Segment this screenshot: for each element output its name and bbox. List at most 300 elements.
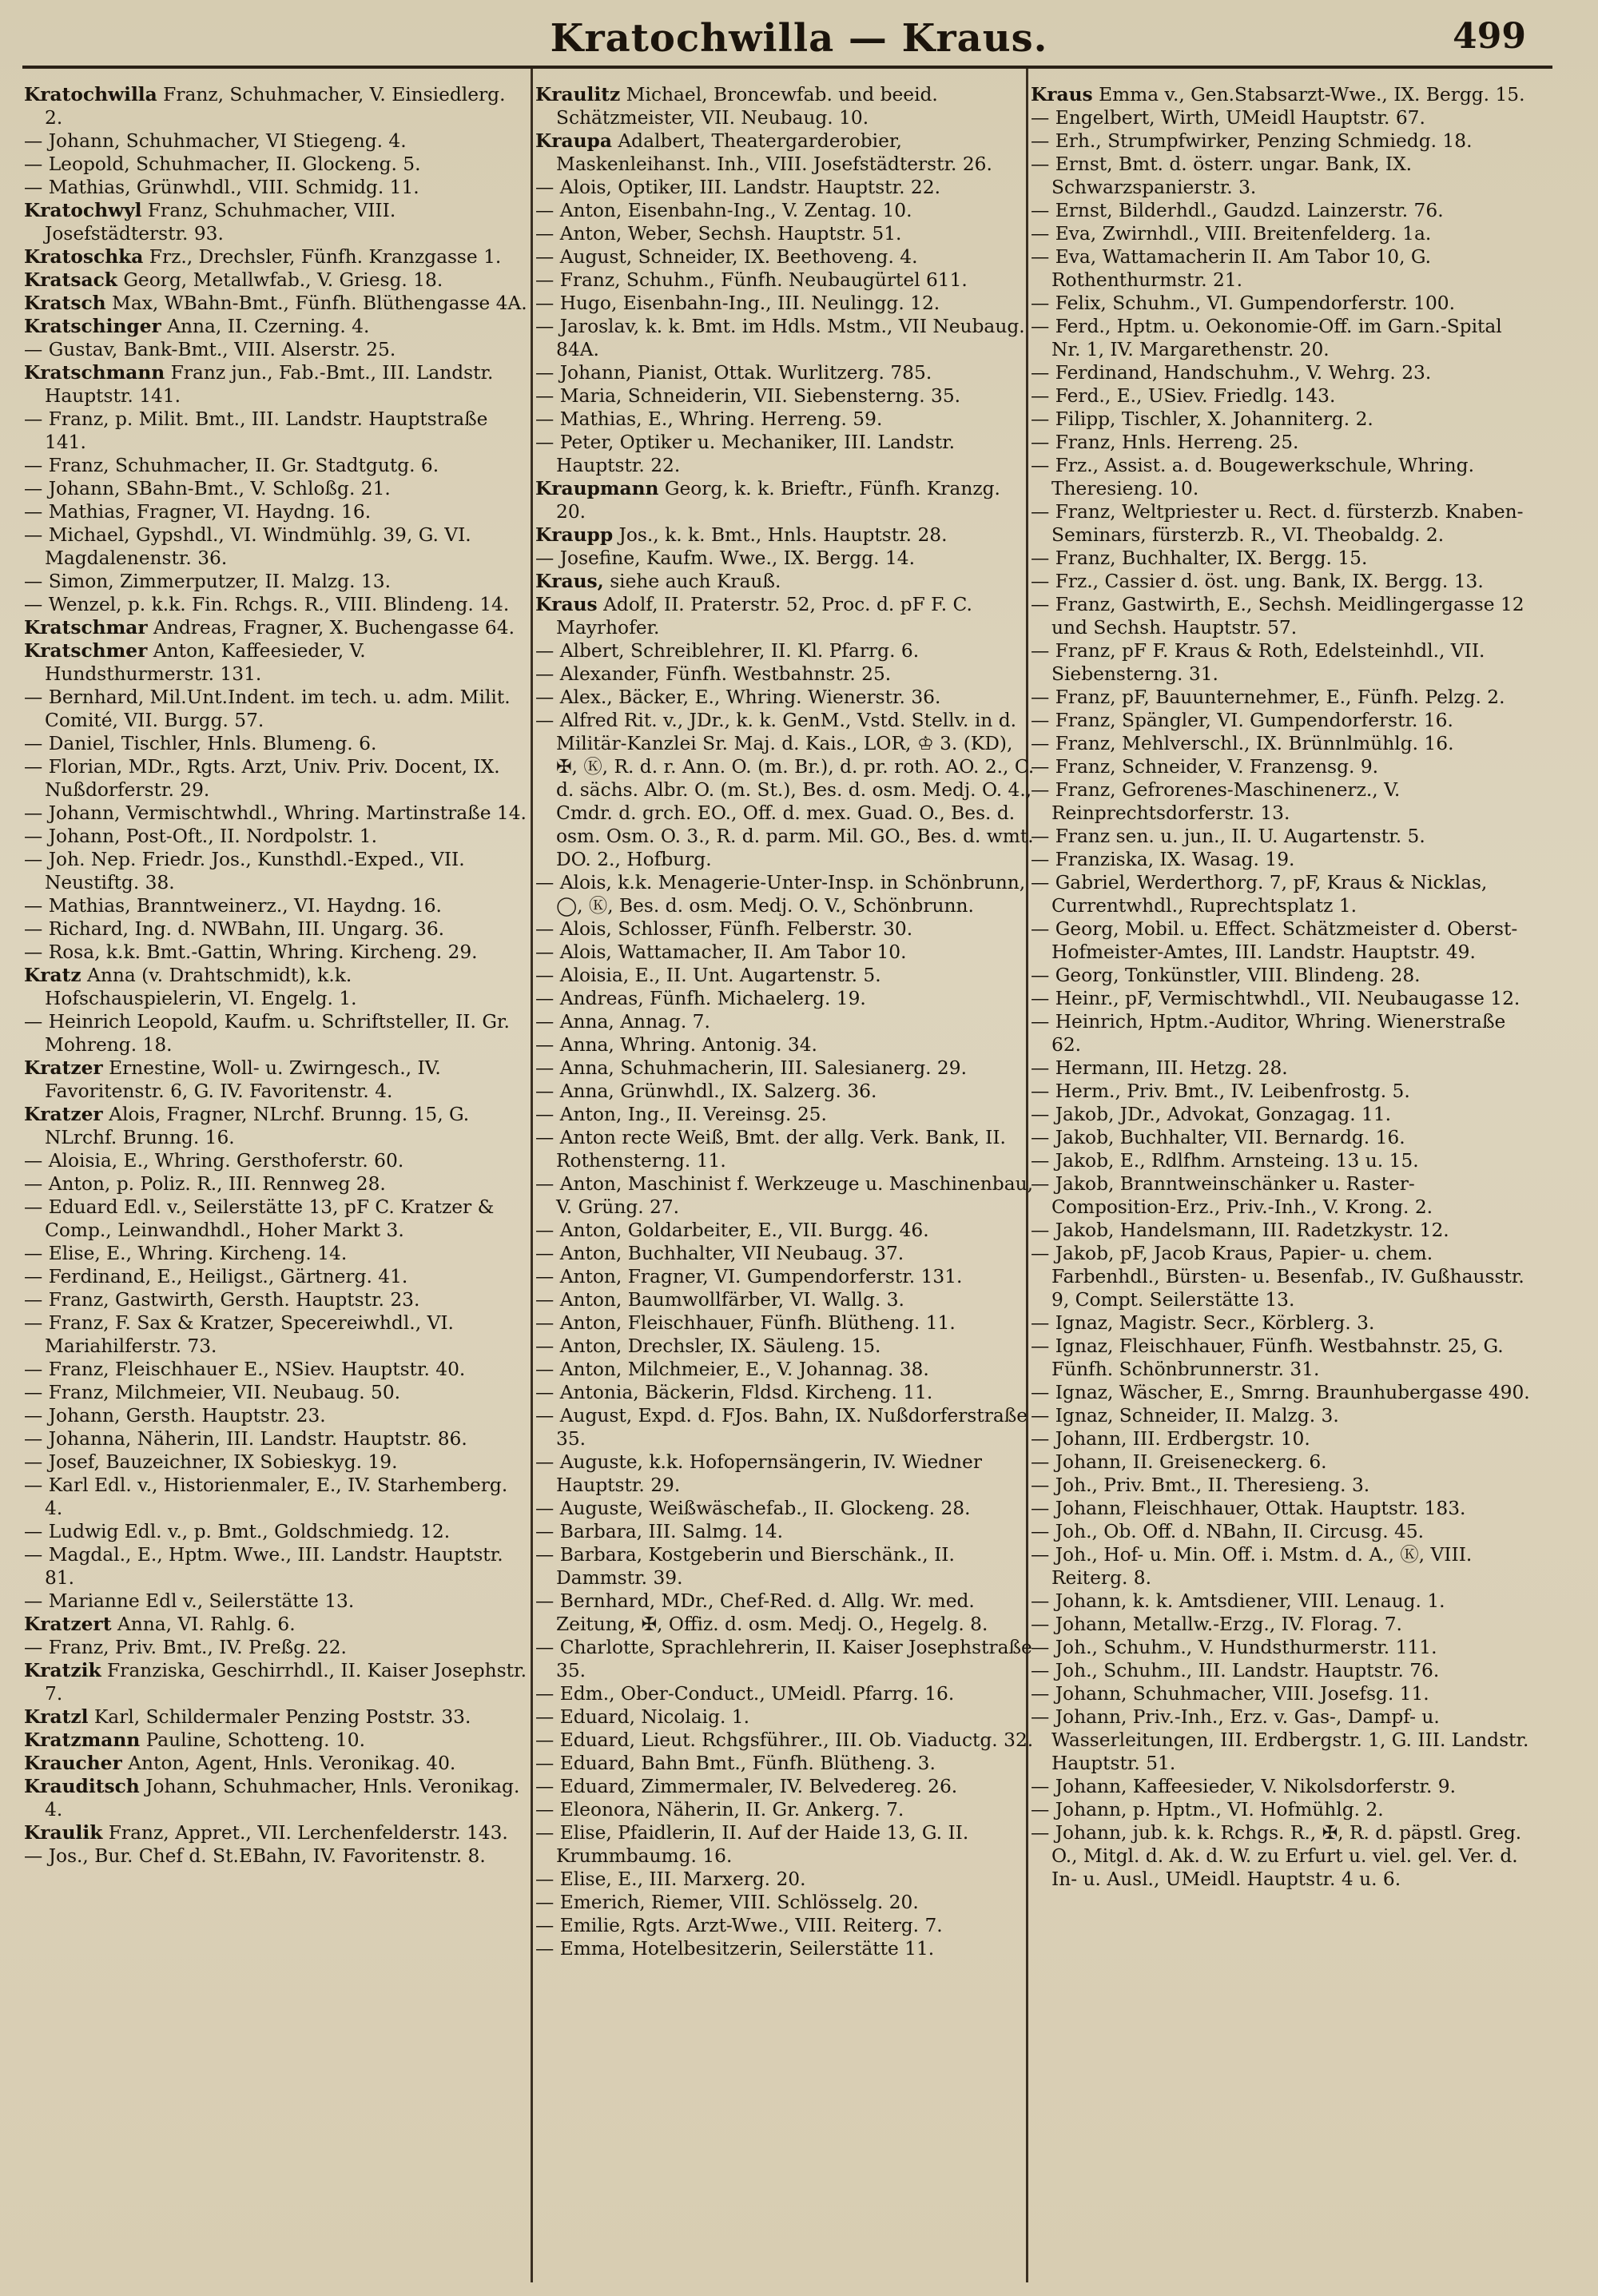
entry-text: — Johann, k. k. Amtsdiener, VIII. Lenaug. 1. — [1031, 1590, 1445, 1612]
directory-entry — [24, 593, 527, 616]
directory-entry — [24, 802, 527, 825]
entry-text: — Mathias, Branntweinerz., VI. Haydng. 16. — [24, 895, 442, 917]
entry-text: — Anton, Fleischhauer, Fünfh. Blütheng. 11. — [535, 1312, 956, 1334]
directory-entry — [24, 153, 527, 176]
entry-text: Franz, Schuhmacher, VIII. Josefstädterstr. 93. — [45, 200, 396, 245]
entry-text: — Johann, III. Erdbergstr. 10. — [1031, 1428, 1310, 1450]
entry-text: — Franz, Priv. Bmt., IV. Preßg. 22. — [24, 1637, 347, 1658]
entry-text: — Frz., Assist. a. d. Bougewerkschule, Whring. Theresieng. 10. — [1031, 455, 1474, 499]
directory-entry — [1031, 153, 1534, 199]
directory-entry — [535, 129, 1035, 176]
entry-surname: Kratzik — [24, 1660, 101, 1681]
entry-surname: Kratsack — [24, 269, 117, 291]
entry-text: — Alex., Bäcker, E., Whring. Wienerstr. 36. — [535, 686, 941, 708]
directory-entry — [24, 964, 527, 1010]
entry-text: — Alois, Wattamacher, II. Am Tabor 10. — [535, 941, 907, 963]
directory-entry — [535, 408, 1035, 431]
entry-text: — Jakob, pF, Jacob Kraus, Papier- u. chem. Farbenhdl., Bürsten- u. Besenfab., IV. Gußhausstr. 9, Compt. Seilerstätte 13. — [1031, 1243, 1524, 1311]
entry-text: Franz, Appret., VII. Lerchenfelderstr. 143. — [102, 1822, 508, 1844]
entry-text: — Emerich, Riemer, VIII. Schlösselg. 20. — [535, 1892, 919, 1913]
directory-entry — [1031, 1219, 1534, 1242]
entry-surname: Kraus — [1031, 84, 1093, 105]
entry-text: — Johanna, Näherin, III. Landstr. Hauptstr. 86. — [24, 1428, 467, 1450]
directory-entry — [535, 1914, 1035, 1937]
directory-entry — [535, 1891, 1035, 1914]
entry-text: — August, Expd. d. FJos. Bahn, IX. Nußdorferstraße 35. — [535, 1405, 1028, 1450]
directory-entry — [24, 1311, 527, 1358]
entry-text: — Franz, Milchmeier, VII. Neubaug. 50. — [24, 1382, 401, 1403]
entry-surname: Kraupa — [535, 130, 612, 152]
directory-entry — [1031, 222, 1534, 245]
directory-entry — [535, 1705, 1035, 1729]
directory-entry — [535, 477, 1035, 523]
entry-text: — Ferd., Hptm. u. Oekonomie-Off. im Garn.-Spital Nr. 1, IV. Margarethenstr. 20. — [1031, 316, 1502, 360]
entry-text: — Ferdinand, Handschuhm., V. Wehrg. 23. — [1031, 362, 1432, 384]
entry-text: — Frz., Cassier d. öst. ung. Bank, IX. Bergg. 13. — [1031, 571, 1484, 592]
directory-entry — [24, 570, 527, 593]
entry-text: — Rosa, k.k. Bmt.-Gattin, Whring. Kircheng. 29. — [24, 941, 478, 963]
directory-entry — [1031, 454, 1534, 500]
directory-entry — [24, 1427, 527, 1450]
entry-text: Georg, Metallwfab., V. Griesg. 18. — [117, 269, 443, 291]
entry-text: — Eduard Edl. v., Seilerstätte 13, pF C. Kratzer & Comp., Leinwandhdl., Hoher Markt 3. — [24, 1196, 495, 1241]
entry-text: Karl, Schildermaler Penzing Poststr. 33. — [88, 1706, 471, 1728]
directory-entry — [1031, 1636, 1534, 1659]
entry-text: — Johann, p. Hptm., VI. Hofmühlg. 2. — [1031, 1799, 1384, 1820]
entry-surname: Kratschmar — [24, 617, 148, 639]
entry-text: Michael, Broncewfab. und beeid. Schätzmeister, VII. Neubaug. 10. — [556, 84, 938, 129]
entry-text: — Franz, pF F. Kraus & Roth, Edelsteinhdl., VII. Siebensterng. 31. — [1031, 640, 1485, 685]
entry-text: — Elise, E., Whring. Kircheng. 14. — [24, 1243, 348, 1264]
entry-text: Franziska, Geschirrhdl., II. Kaiser Josephstr. 7. — [45, 1660, 527, 1705]
entry-surname: Kratschinger — [24, 316, 161, 337]
directory-entry — [24, 1381, 527, 1404]
directory-entry — [535, 1335, 1035, 1358]
directory-entry — [1031, 732, 1534, 755]
directory-entry — [535, 593, 1035, 639]
directory-entry — [24, 523, 527, 570]
directory-entry — [24, 245, 527, 269]
directory-entry — [1031, 1149, 1534, 1172]
entry-text: Frz., Drechsler, Fünfh. Kranzgasse 1. — [143, 246, 502, 268]
directory-entry — [535, 1520, 1035, 1543]
directory-entry — [24, 1474, 527, 1520]
directory-entry — [1031, 408, 1534, 431]
directory-entry — [1031, 570, 1534, 593]
entry-surname: Kratschmer — [24, 640, 148, 662]
entry-text: — Daniel, Tischler, Hnls. Blumeng. 6. — [24, 733, 377, 754]
entry-text: Franz jun., Fab.-Bmt., III. Landstr. Hauptstr. 141. — [45, 362, 494, 407]
directory-entry — [1031, 1659, 1534, 1682]
entry-text: — Joh., Ob. Off. d. NBahn, II. Circusg. 45. — [1031, 1521, 1425, 1542]
entry-surname: Kraus — [535, 594, 598, 615]
directory-entry — [24, 129, 527, 153]
entry-text: — Franz, Buchhalter, IX. Bergg. 15. — [1031, 547, 1368, 569]
directory-entry — [24, 894, 527, 917]
entry-text: — Alois, Schlosser, Fünfh. Felberstr. 30. — [535, 918, 913, 940]
entry-text: — Franz, Hnls. Herreng. 25. — [1031, 432, 1299, 453]
directory-entry — [24, 1705, 527, 1729]
entry-text: — Ferd., E., USiev. Friedlg. 143. — [1031, 385, 1336, 407]
directory-entry — [24, 941, 527, 964]
entry-text: — Ignaz, Schneider, II. Malzg. 3. — [1031, 1405, 1339, 1427]
entry-text: Jos., k. k. Bmt., Hnls. Hauptstr. 28. — [613, 524, 948, 546]
directory-entry — [1031, 1172, 1534, 1219]
entry-surname: Krauditsch — [24, 1776, 140, 1797]
directory-entry — [24, 408, 527, 454]
directory-entry — [1031, 1311, 1534, 1335]
directory-entry — [535, 83, 1035, 129]
directory-entry — [535, 1126, 1035, 1172]
entry-surname: Kratsch — [24, 292, 106, 314]
entry-surname: Kratochwyl — [24, 200, 142, 221]
entry-text: — Franz, Schneider, V. Franzensg. 9. — [1031, 756, 1379, 778]
directory-entry — [24, 1729, 527, 1752]
directory-entry — [1031, 1497, 1534, 1520]
directory-entry — [1031, 1450, 1534, 1474]
entry-text: — Johann, Priv.-Inh., Erz. v. Gas-, Dampf- u. Wasserleitungen, III. Erdbergstr. 1, G. III. Landstr. Hauptstr. 51. — [1031, 1706, 1529, 1774]
directory-entry — [24, 338, 527, 361]
entry-text: — Anna, Annag. 7. — [535, 1011, 710, 1033]
entry-text: — Jakob, JDr., Advokat, Gonzagag. 11. — [1031, 1104, 1392, 1125]
directory-entry — [24, 1242, 527, 1265]
entry-text: — Alois, Optiker, III. Landstr. Hauptstr. 22. — [535, 177, 940, 198]
directory-entry — [1031, 1775, 1534, 1798]
entry-text: — Joh., Schuhm., III. Landstr. Hauptstr. 76. — [1031, 1660, 1440, 1681]
entry-text: Adalbert, Theatergarderobier, Maskenleihanst. Inh., VIII. Josefstädterstr. 26. — [556, 130, 992, 175]
directory-entry — [24, 1149, 527, 1172]
directory-entry — [1031, 500, 1534, 547]
entry-text: — Ignaz, Fleischhauer, Fünfh. Westbahnstr. 25, G. Fünfh. Schönbrunnerstr. 31. — [1031, 1335, 1504, 1380]
directory-entry — [1031, 639, 1534, 686]
entry-text: — Alexander, Fünfh. Westbahnstr. 25. — [535, 663, 892, 685]
entry-text: — Eva, Wattamacherin II. Am Tabor 10, G. Rothenthurmstr. 21. — [1031, 246, 1432, 291]
entry-text: Georg, k. k. Brieftr., Fünfh. Kranzg. 20. — [556, 478, 1000, 523]
directory-entry — [535, 686, 1035, 709]
directory-entry — [535, 1937, 1035, 1960]
directory-entry — [24, 1404, 527, 1427]
entry-text: — Jaroslav, k. k. Bmt. im Hdls. Mstm., VII Neubaug. 84A. — [535, 316, 1025, 360]
directory-entry — [24, 361, 527, 408]
entry-text: — Mathias, Fragner, VI. Haydng. 16. — [24, 501, 372, 523]
entry-text: — Heinrich Leopold, Kaufm. u. Schriftsteller, II. Gr. Mohreng. 18. — [24, 1011, 510, 1056]
directory-entry — [535, 987, 1035, 1010]
directory-entry — [24, 83, 527, 129]
entry-text: — Eduard, Zimmermaler, IV. Belvedereg. 26. — [535, 1776, 958, 1797]
entry-surname: Kratzer — [24, 1104, 103, 1125]
directory-entry — [535, 1381, 1035, 1404]
directory-entry — [24, 1613, 527, 1636]
entry-text: — Charlotte, Sprachlehrerin, II. Kaiser Josephstraße 35. — [535, 1637, 1032, 1681]
entry-text: — Johann, Metallw.-Erzg., IV. Florag. 7. — [1031, 1614, 1402, 1635]
directory-entry — [24, 1821, 527, 1844]
entry-text: — Alois, k.k. Menagerie-Unter-Insp. in Schönbrunn, ◯, Ⓚ, Bes. d. osm. Medj. O. V., Schönbrunn. — [535, 872, 1026, 917]
entry-text: — Bernhard, MDr., Chef-Red. d. Allg. Wr. med. Zeitung, ✠, Offiz. d. osm. Medj. O., Hegelg. 8. — [535, 1590, 988, 1635]
entry-text: — Johann, SBahn-Bmt., V. Schloßg. 21. — [24, 478, 391, 499]
entry-text: — Ernst, Bmt. d. österr. ungar. Bank, IX. Schwarzspanierstr. 3. — [1031, 153, 1413, 198]
directory-entry — [24, 1265, 527, 1288]
directory-entry — [24, 732, 527, 755]
entry-text: — Ferdinand, E., Heiligst., Gärtnerg. 41. — [24, 1266, 408, 1287]
entry-surname: Kraupp — [535, 524, 614, 546]
directory-entry — [24, 1636, 527, 1659]
entry-text: — Alfred Rit. v., JDr., k. k. GenM., Vstd. Stellv. in d. Militär-Kanzlei Sr. Maj. d. Kais., LOR, ♔ 3. (KD), ✠, Ⓚ, R. d. r. Ann. O. (m. Br.), d. pr. roth. AO. 2., C. d. sächs. Albr. O. (m. St.), Bes. d. osm. Medj. O. 4., Cmdr. d. grch. EO., Off. d. mex. Guad. O., Bes. d. osm. Osm. O. 3., R. d. parm. Mil. GO., Bes. d. wmt. DO. 2., Hofburg. — [535, 710, 1035, 870]
directory-entry — [24, 315, 527, 338]
entry-text: — Franz, Gastwirth, E., Sechsh. Meidlingergasse 12 und Sechsh. Hauptstr. 57. — [1031, 594, 1524, 639]
directory-entry — [535, 1821, 1035, 1868]
entry-text: Pauline, Schotteng. 10. — [140, 1729, 365, 1751]
directory-entry — [535, 1798, 1035, 1821]
directory-entry — [535, 663, 1035, 686]
entry-surname: Kratzmann — [24, 1729, 141, 1751]
entry-text: — Johann, Gersth. Hauptstr. 23. — [24, 1405, 326, 1427]
directory-entry — [1031, 245, 1534, 292]
entry-text: — Georg, Mobil. u. Effect. Schätzmeister d. Oberst-Hofmeister-Amtes, III. Landstr. Hauptstr. 49. — [1031, 918, 1518, 963]
directory-entry — [1031, 1010, 1534, 1056]
directory-entry — [24, 269, 527, 292]
entry-text: — Joh., Hof- u. Min. Off. i. Mstm. d. A., Ⓚ, VIII. Reiterg. 8. — [1031, 1544, 1473, 1589]
entry-text: — Anton, Drechsler, IX. Säuleng. 15. — [535, 1335, 881, 1357]
entry-text: — Albert, Schreiblehrer, II. Kl. Pfarrg. 6. — [535, 640, 920, 662]
entry-text: — Jakob, Handelsmann, III. Radetzkystr. 12. — [1031, 1220, 1449, 1241]
entry-text: — Anton, Ing., II. Vereinsg. 25. — [535, 1104, 827, 1125]
entry-text: — Franz, Weltpriester u. Rect. d. fürsterzb. Knaben-Seminars, fürsterzb. R., VI. Theobaldg. 2. — [1031, 501, 1524, 546]
entry-text: — Eduard, Bahn Bmt., Fünfh. Blütheng. 3. — [535, 1753, 936, 1774]
entry-text: — Mathias, E., Whring. Herreng. 59. — [535, 408, 883, 430]
directory-entry — [535, 1868, 1035, 1891]
entry-text: — Anton, Milchmeier, E., V. Johannag. 38. — [535, 1359, 929, 1380]
directory-entry — [535, 1288, 1035, 1311]
directory-entry — [1031, 1242, 1534, 1311]
directory-entry — [535, 1358, 1035, 1381]
entry-text: siehe auch Krauß. — [603, 571, 781, 592]
directory-entry — [535, 1010, 1035, 1033]
entry-text: — Johann, II. Greiseneckerg. 6. — [1031, 1451, 1327, 1473]
directory-entry — [1031, 778, 1534, 825]
entry-text: — Georg, Tonkünstler, VIII. Blindeng. 28. — [1031, 965, 1421, 986]
directory-entry — [24, 1103, 527, 1149]
directory-entry — [24, 639, 527, 686]
entry-text: Andreas, Fragner, X. Buchengasse 64. — [147, 617, 515, 639]
column-divider — [531, 69, 533, 2282]
directory-entry — [1031, 292, 1534, 315]
directory-entry — [1031, 1520, 1534, 1543]
entry-text: — Hugo, Eisenbahn-Ing., III. Neulingg. 12. — [535, 292, 940, 314]
directory-entry — [535, 222, 1035, 245]
entry-text: — Johann, Schuhmacher, VIII. Josefsg. 11. — [1031, 1683, 1429, 1705]
entry-text: — Bernhard, Mil.Unt.Indent. im tech. u. adm. Milit. Comité, VII. Burgg. 57. — [24, 686, 511, 731]
directory-entry — [535, 1497, 1035, 1520]
entry-text: — Eleonora, Näherin, II. Gr. Ankerg. 7. — [535, 1799, 904, 1820]
entry-surname: Kratschmann — [24, 362, 165, 384]
entry-text: — Franz, Mehlverschl., IX. Brünnlmühlg. 16. — [1031, 733, 1454, 754]
entry-text: — Jakob, E., Rdlfhm. Arnsteing. 13 u. 15. — [1031, 1150, 1419, 1172]
entry-text: — Gustav, Bank-Bmt., VIII. Alserstr. 25. — [24, 339, 396, 360]
directory-entry — [535, 709, 1035, 871]
directory-entry — [1031, 199, 1534, 222]
directory-entry — [1031, 1821, 1534, 1891]
entry-text: — Heinr., pF, Vermischtwhdl., VII. Neubaugasse 12. — [1031, 988, 1520, 1009]
entry-text: — Gabriel, Werderthorg. 7, pF, Kraus & Nicklas, Currentwhdl., Ruprechtsplatz 1. — [1031, 872, 1488, 917]
directory-entry — [24, 477, 527, 500]
directory-entry — [1031, 1613, 1534, 1636]
column-3 — [1031, 83, 1534, 2281]
directory-entry — [1031, 1705, 1534, 1775]
entry-text: — Marianne Edl v., Seilerstätte 13. — [24, 1590, 355, 1612]
directory-entry — [24, 199, 527, 245]
directory-entry — [1031, 361, 1534, 384]
directory-entry — [1031, 871, 1534, 917]
directory-entry — [24, 917, 527, 941]
entry-text: — Erh., Strumpfwirker, Penzing Schmiedg. 18. — [1031, 130, 1473, 152]
directory-entry — [1031, 1590, 1534, 1613]
entry-text: — Felix, Schuhm., VI. Gumpendorferstr. 100. — [1031, 292, 1456, 314]
entry-surname: Kratzert — [24, 1614, 112, 1635]
column-1 — [24, 83, 527, 2281]
directory-entry — [535, 384, 1035, 408]
directory-entry — [1031, 1543, 1534, 1590]
entry-text: — Anna, Grünwhdl., IX. Salzerg. 36. — [535, 1080, 877, 1102]
directory-entry — [1031, 709, 1534, 732]
directory-entry — [1031, 964, 1534, 987]
directory-entry — [535, 917, 1035, 941]
entry-text: — Franz, Gefrorenes-Maschinenerz., V. Reinprechtsdorferstr. 13. — [1031, 779, 1401, 824]
directory-entry — [24, 616, 527, 639]
directory-entry — [1031, 848, 1534, 871]
entry-text: — Andreas, Fünfh. Michaelerg. 19. — [535, 988, 866, 1009]
directory-entry — [1031, 1103, 1534, 1126]
directory-entry — [535, 570, 1035, 593]
entry-text: — Johann, jub. k. k. Rchgs. R., ✠, R. d. päpstl. Greg. O., Mitgl. d. Ak. d. W. zu Erfurt u. viel. gel. Ver. d. In- u. Ausl., UMeidl. Hauptstr. 4 u. 6. — [1031, 1822, 1522, 1890]
entry-text: — Johann, Fleischhauer, Ottak. Hauptstr. 183. — [1031, 1498, 1466, 1519]
directory-entry — [535, 547, 1035, 570]
entry-text: — Auguste, Weißwäschefab., II. Glockeng. 28. — [535, 1498, 971, 1519]
directory-entry — [535, 1056, 1035, 1080]
entry-text: — Joh., Schuhm., V. Hundsthurmerstr. 111. — [1031, 1637, 1437, 1658]
entry-text: Johann, Schuhmacher, Hnls. Veronikag. 4. — [45, 1776, 520, 1820]
directory-entry — [1031, 129, 1534, 153]
directory-entry — [1031, 1682, 1534, 1705]
entry-text: — Ignaz, Magistr. Secr., Körblerg. 3. — [1031, 1312, 1375, 1334]
entry-text: — Anton recte Weiß, Bmt. der allg. Verk. Bank, II. Rothensterng. 11. — [535, 1127, 1006, 1172]
entry-text: — Joh. Nep. Friedr. Jos., Kunsthdl.-Exped., VII. Neustiftg. 38. — [24, 849, 465, 893]
entry-surname: Kratz — [24, 965, 81, 986]
directory-entry — [24, 1056, 527, 1103]
entry-text: — Hermann, III. Hetzg. 28. — [1031, 1057, 1288, 1079]
entry-text: — Karl Edl. v., Historienmaler, E., IV. Starhemberg. 4. — [24, 1474, 508, 1519]
entry-text: — Eva, Zwirnhdl., VIII. Breitenfelderg. 1a. — [1031, 223, 1432, 245]
entry-text: — Magdal., E., Hptm. Wwe., III. Landstr. Hauptstr. 81. — [24, 1544, 503, 1589]
entry-surname: Kraupmann — [535, 478, 659, 499]
directory-entry — [24, 1450, 527, 1474]
entry-text: Anton, Agent, Hnls. Veronikag. 40. — [121, 1753, 456, 1774]
directory-entry — [24, 1172, 527, 1196]
entry-text: — Florian, MDr., Rgts. Arzt, Univ. Priv. Docent, IX. Nußdorferstr. 29. — [24, 756, 500, 801]
entry-text: — Franz, p. Milit. Bmt., III. Landstr. Hauptstraße 141. — [24, 408, 488, 453]
directory-entry — [535, 292, 1035, 315]
directory-entry — [535, 941, 1035, 964]
entry-text: — Ignaz, Wäscher, E., Smrng. Braunhubergasse 490. — [1031, 1382, 1530, 1403]
entry-text: — Aloisia, E., Whring. Gersthoferstr. 60. — [24, 1150, 404, 1172]
directory-entry — [1031, 1798, 1534, 1821]
entry-text: — Eduard, Nicolaig. 1. — [535, 1706, 750, 1728]
directory-entry — [1031, 431, 1534, 454]
directory-entry — [24, 176, 527, 199]
entry-text: — Michael, Gypshdl., VI. Windmühlg. 39, G. VI. Magdalenenstr. 36. — [24, 524, 471, 569]
entry-text: — Richard, Ing. d. NWBahn, III. Ungarg. 36. — [24, 918, 445, 940]
directory-entry — [1031, 1381, 1534, 1404]
directory-entry — [535, 315, 1035, 361]
directory-entry — [1031, 1427, 1534, 1450]
column-2 — [535, 83, 1035, 2281]
entry-text: Anna (v. Drahtschmidt), k.k. Hofschauspielerin, VI. Engelg. 1. — [45, 965, 357, 1009]
entry-surname: Kratochwilla — [24, 84, 157, 105]
entry-text: — Franz, F. Sax & Kratzer, Specereiwhdl., VI. Mariahilferstr. 73. — [24, 1312, 454, 1357]
directory-entry — [1031, 593, 1534, 639]
entry-text: — Johann, Vermischtwhdl., Whring. Martinstraße 14. — [24, 802, 527, 824]
page-header — [0, 11, 1598, 62]
directory-entry — [24, 500, 527, 523]
entry-text: — Barbara, Kostgeberin und Bierschänk., II. Dammstr. 39. — [535, 1544, 955, 1589]
directory-entry — [24, 1752, 527, 1775]
entry-text: — Anton, Fragner, VI. Gumpendorferstr. 131. — [535, 1266, 963, 1287]
entry-text: — Johann, Post-Oft., II. Nordpolstr. 1. — [24, 826, 378, 847]
entry-text: Anna, II. Czerning. 4. — [161, 316, 370, 337]
directory-entry — [535, 361, 1035, 384]
entry-text: — Franz, Schuhmacher, II. Gr. Stadtgutg. 6. — [24, 455, 439, 476]
entry-text: — Franz, pF, Bauunternehmer, E., Fünfh. Pelzg. 2. — [1031, 686, 1505, 708]
entry-text: — Anna, Schuhmacherin, III. Salesianerg. 29. — [535, 1057, 967, 1079]
directory-entry — [24, 686, 527, 732]
directory-entry — [24, 1543, 527, 1590]
entry-text: — Barbara, III. Salmg. 14. — [535, 1521, 784, 1542]
directory-entry — [1031, 686, 1534, 709]
entry-text: — August, Schneider, IX. Beethoveng. 4. — [535, 246, 918, 268]
directory-entry — [24, 1659, 527, 1705]
directory-entry — [535, 1265, 1035, 1288]
directory-entry — [535, 176, 1035, 199]
entry-text: — Joh., Priv. Bmt., II. Theresieng. 3. — [1031, 1474, 1370, 1496]
directory-entry — [1031, 825, 1534, 848]
directory-entry — [535, 1775, 1035, 1798]
page-title: Kratochwilla — Kraus. — [550, 16, 1048, 61]
directory-entry — [535, 1752, 1035, 1775]
directory-entry — [24, 454, 527, 477]
directory-entry — [535, 639, 1035, 663]
entry-surname: Kraulitz — [535, 84, 621, 105]
entry-text: — Anton, Eisenbahn-Ing., V. Zentag. 10. — [535, 200, 912, 221]
directory-entry — [535, 1242, 1035, 1265]
entry-text: — Franz, Schuhm., Fünfh. Neubaugürtel 611. — [535, 269, 968, 291]
entry-text: — Johann, Pianist, Ottak. Wurlitzerg. 785. — [535, 362, 932, 384]
entry-text: — Leopold, Schuhmacher, II. Glockeng. 5. — [24, 153, 421, 175]
entry-text: — Jos., Bur. Chef d. St.EBahn, IV. Favoritenstr. 8. — [24, 1845, 486, 1867]
directory-entry — [24, 1358, 527, 1381]
entry-text: — Aloisia, E., II. Unt. Augartenstr. 5. — [535, 965, 881, 986]
directory-entry — [1031, 987, 1534, 1010]
page-number: 499 — [1453, 16, 1526, 57]
directory-entry — [24, 1010, 527, 1056]
directory-entry — [535, 1543, 1035, 1590]
entry-text: — Anton, Baumwollfärber, VI. Wallg. 3. — [535, 1289, 904, 1311]
directory-entry — [535, 1636, 1035, 1682]
entry-surname: Kratzer — [24, 1057, 103, 1079]
entry-text: — Auguste, k.k. Hofopernsängerin, IV. Wiedner Hauptstr. 29. — [535, 1451, 982, 1496]
entry-text: — Anton, Buchhalter, VII Neubaug. 37. — [535, 1243, 904, 1264]
entry-text: — Filipp, Tischler, X. Johanniterg. 2. — [1031, 408, 1373, 430]
entry-text: — Anton, Maschinist f. Werkzeuge u. Maschinenbau, V. Grüng. 27. — [535, 1173, 1033, 1218]
directory-entry — [535, 1404, 1035, 1450]
